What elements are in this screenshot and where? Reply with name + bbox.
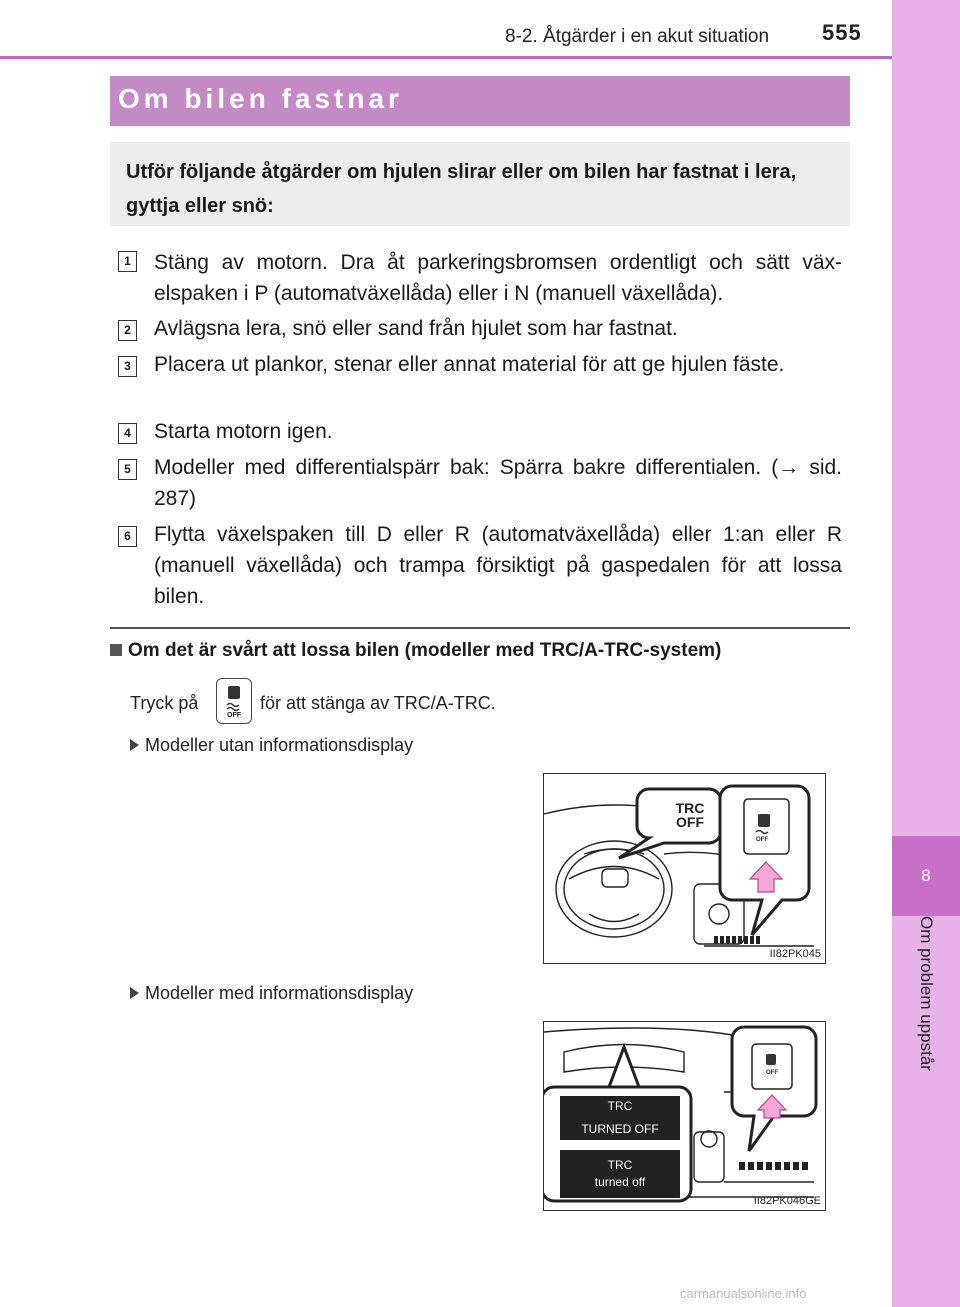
step-1-number: 1 xyxy=(118,251,137,272)
page-title: Om bilen fastnar xyxy=(118,83,403,114)
chapter-label-container xyxy=(892,916,960,1156)
section-title: 8-2. Åtgärder i en akut situation xyxy=(505,26,770,47)
step-4-number: 4 xyxy=(118,423,137,444)
step-6-number: 6 xyxy=(118,526,137,547)
note-heading xyxy=(110,640,721,662)
step-2-number: 2 xyxy=(118,320,137,341)
step-3-text: Placera ut plankor, stenar eller annat material för att ge hjulen fäste. xyxy=(154,353,785,376)
figure-dashboard-without-display xyxy=(543,773,826,964)
step-1-text: Stäng av motorn. Dra åt parkeringsbromsen ordentligt och sätt väx-elspaken i P (automatväxellåda) eller i N (manuell växellåda). xyxy=(154,251,842,305)
press-prefix: Tryck på xyxy=(130,693,199,713)
triangle-bullet-icon xyxy=(130,739,139,751)
display-1-line-2: TURNED OFF xyxy=(581,1122,659,1136)
press-suffix: för att stänga av TRC/A-TRC. xyxy=(260,693,496,713)
triangle-bullet-icon xyxy=(130,987,139,999)
square-bullet-icon xyxy=(110,644,122,656)
note-heading-text: Om det är svårt att lossa bilen (modeller med TRC/A-TRC-system) xyxy=(128,640,722,661)
header-divider xyxy=(0,56,892,59)
figure-2-code: II82PK046GE xyxy=(753,1195,821,1207)
figure-1-code: II82PK045 xyxy=(769,948,821,960)
display-1-line-1: TRC xyxy=(607,1099,633,1113)
variant-1-label xyxy=(130,735,413,756)
display-2-line-1: TRC xyxy=(607,1158,633,1172)
figure-dashboard-with-display xyxy=(543,1021,826,1211)
variant-1-text: Modeller utan informationsdisplay xyxy=(145,735,414,755)
watermark: carmanualsonline.info xyxy=(680,1286,807,1301)
trc-button-label: OFF xyxy=(227,712,241,719)
step-4-text: Starta motorn igen. xyxy=(154,420,333,443)
chapter-label: Om problem uppstår xyxy=(917,916,936,1071)
chapter-number: 8 xyxy=(892,836,960,916)
figure-1-button-label: OFF xyxy=(756,837,768,843)
trc-off-button-icon xyxy=(216,678,252,724)
display-2-line-2: turned off xyxy=(594,1175,646,1189)
step-3-number: 3 xyxy=(118,356,137,377)
figure-2-button-label: OFF xyxy=(766,1070,778,1076)
intro-text: Utför följande åtgärder om hjulen slirar eller om bilen har fastnat i lera, gyttja eller snö: xyxy=(126,161,797,217)
step-5-number: 5 xyxy=(118,459,137,480)
step-2-text: Avlägsna lera, snö eller sand från hjulet som har fastnat. xyxy=(154,317,678,340)
section-divider xyxy=(110,627,850,629)
step-6-text: Flytta växelspaken till D eller R (automatväxellåda) eller 1:an eller R (manuell växellåda) och trampa försiktigt på gaspedalen för att lossa bilen. xyxy=(154,523,842,608)
variant-2-label xyxy=(130,983,413,1004)
callout-trc-off-text: TRC OFF xyxy=(675,800,705,830)
page-number: 555 xyxy=(822,20,862,45)
step-5-text: Modeller med differentialspärr bak: Spärra bakre differentialen. (→ sid. 287) xyxy=(154,456,842,510)
variant-2-text: Modeller med informationsdisplay xyxy=(145,983,414,1003)
